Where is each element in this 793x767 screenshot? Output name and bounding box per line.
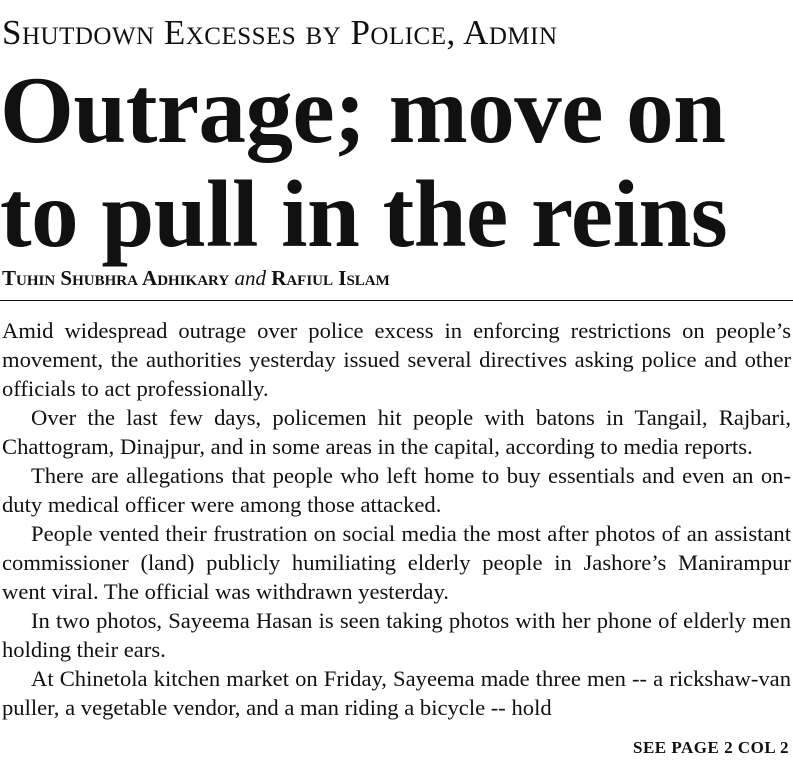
article-byline [2, 268, 390, 289]
body-paragraph-2: Over the last few days, policemen hit people with batons in Tangail, Rajbari, Chattogram, Dinajpur, and in some areas in the capital, according to media reports. [2, 405, 791, 459]
article-body [2, 316, 791, 722]
article-headline [0, 58, 793, 266]
body-paragraph-1: Amid widespread outrage over police excess in enforcing restrictions on people’s movement, the authorities yesterday issued several directives asking police and other officials to act professionally. [2, 318, 791, 401]
byline-author-2: Rafiul Islam [271, 266, 390, 290]
body-paragraph-3: There are allegations that people who left home to buy essentials and even an on-duty medical officer were among those attacked. [2, 463, 791, 517]
body-paragraph-4: People vented their frustration on social media the most after photos of an assistant commissioner (land) publicly humiliating elderly people in Jashore’s Manirampur went viral. The official was withdrawn yesterday. [2, 521, 791, 604]
byline-conjunction: and [234, 266, 266, 290]
article-kicker: Shutdown Excesses by Police, Admin [2, 13, 558, 52]
byline-author-1: Tuhin Shubhra Adhikary [2, 266, 230, 290]
body-paragraph-6: At Chinetola kitchen market on Friday, Sayeema made three men -- a rickshaw-van puller, a vegetable vendor, and a man riding a bicycle -- hold [2, 666, 791, 720]
headline-line-1: Outrage; move on [0, 57, 726, 163]
headline-line-2: to pull in the reins [0, 161, 728, 267]
body-paragraph-5: In two photos, Sayeema Hasan is seen taking photos with her phone of elderly men holding their ears. [2, 608, 791, 662]
continuation-jump-line: SEE PAGE 2 COL 2 [633, 738, 789, 757]
byline-divider [0, 300, 793, 301]
